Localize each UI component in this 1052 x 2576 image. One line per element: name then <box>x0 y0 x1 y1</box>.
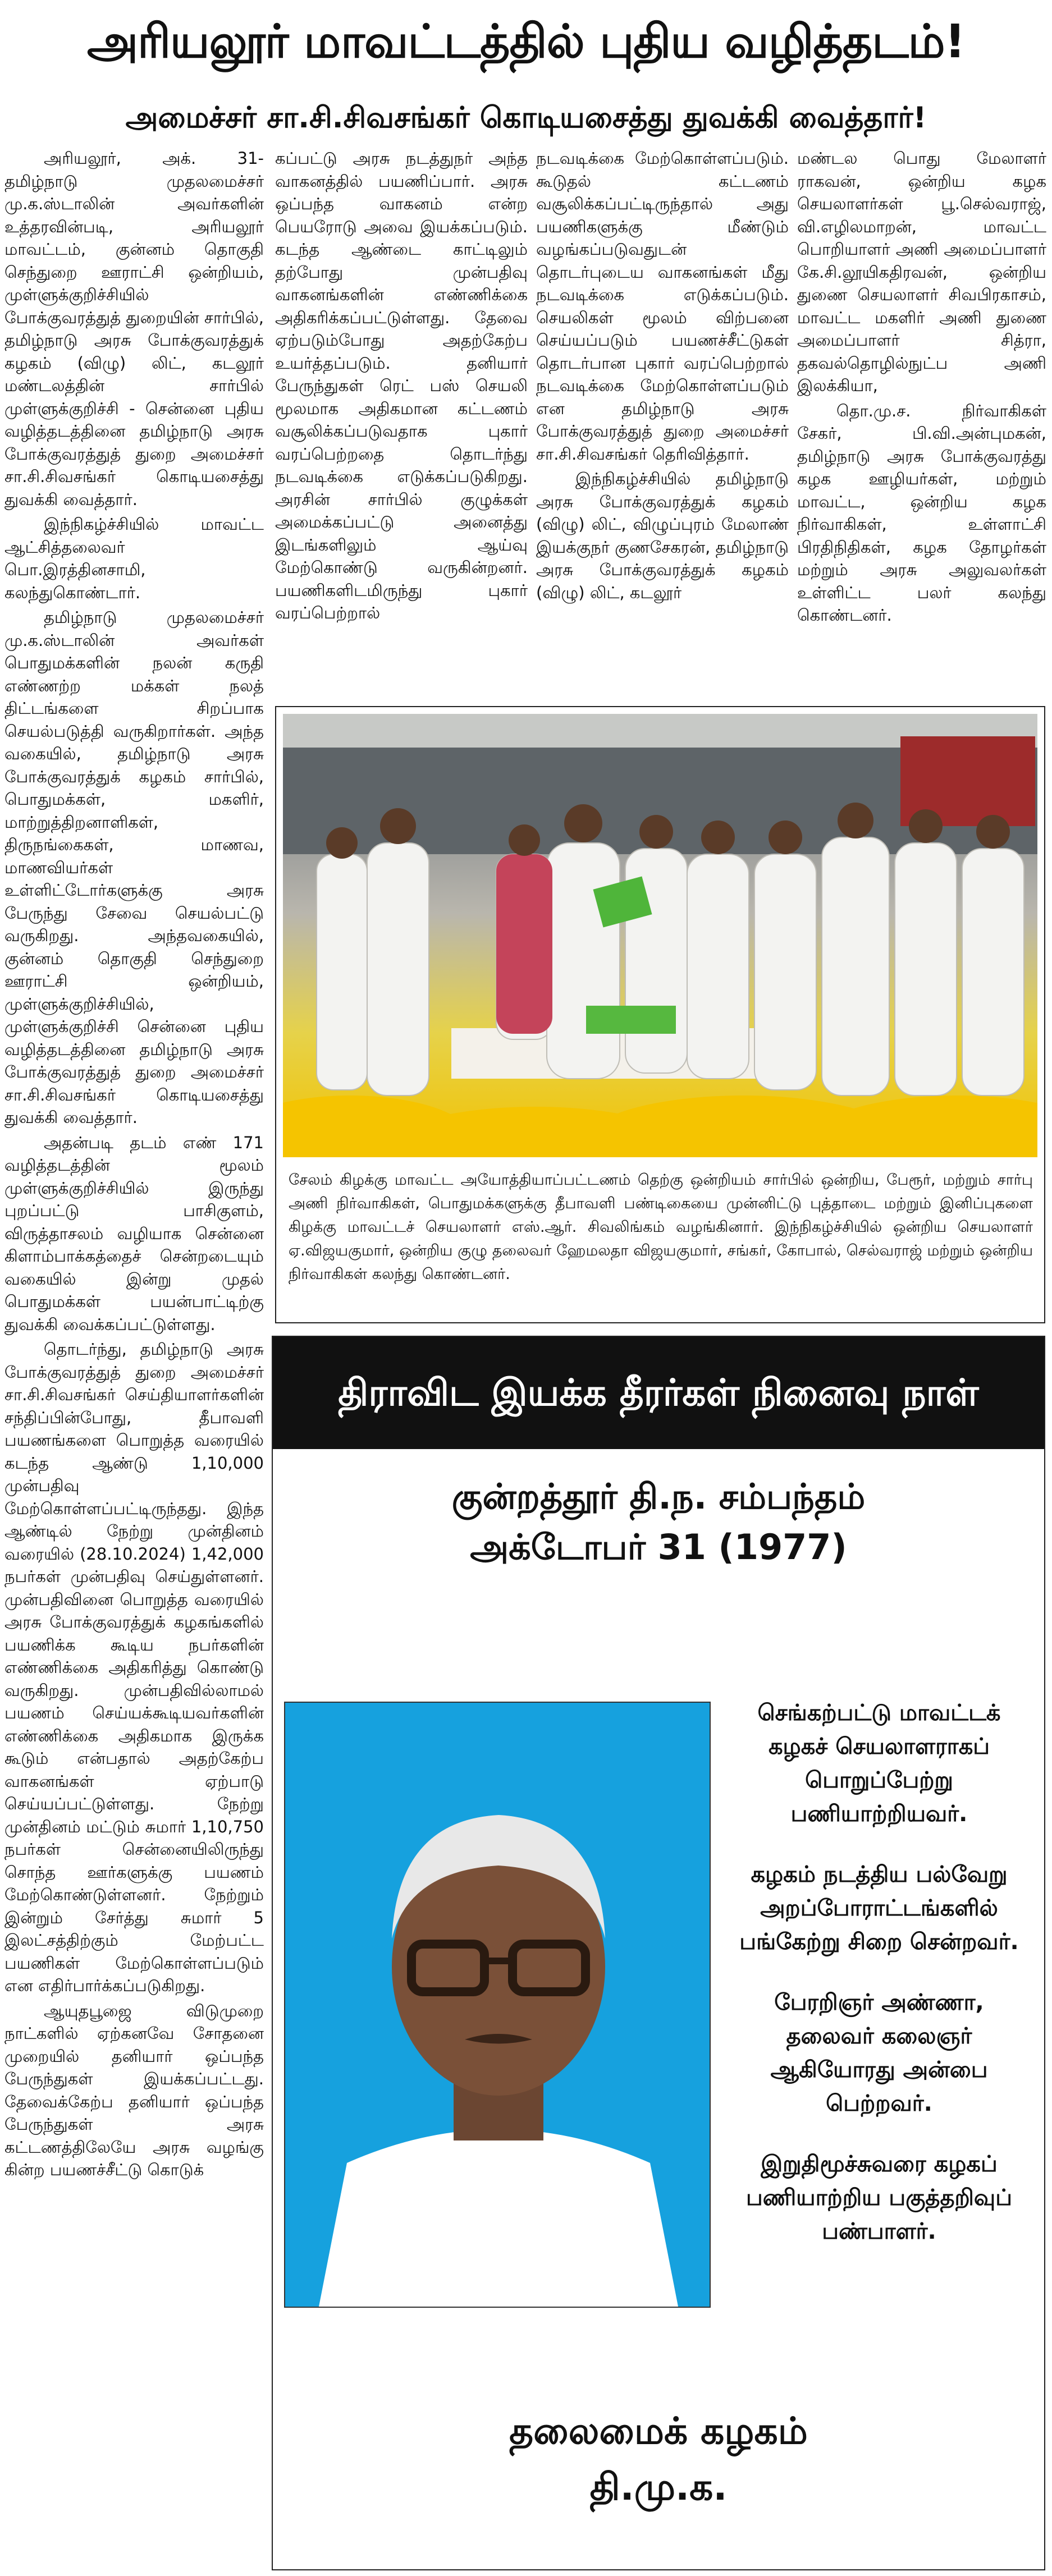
article-column-4 <box>797 147 1046 697</box>
memorial-fact: கழகம் நடத்திய பல்வேறு அறப்போராட்டங்களில் பங்கேற்று சிறை சென்றவர். <box>739 1862 1019 1955</box>
photo-caption: சேலம் கிழக்கு மாவட்ட அயோத்தியாப்பட்டணம் தெற்கு ஒன்றியம் சார்பில் ஒன்றிய, பேரூர், மற்றும் சார்பு அணி நிர்வாகிகள், பொதுமக்களுக்கு தீபாவளி பண்டிகையை முன்னிட்டு புத்தாடை மற்றும் இனிப்புகளை கிழக்கு மாவட்டச் செயலாளர் எஸ்.ஆர். சிவலிங்கம் வழங்கினார். இந்நிகழ்ச்சியில் ஒன்றிய செயலாளர் ஏ.விஜயகுமார், ஒன்றிய குழு தலைவர் ஹேமலதா விஜயகுமார், சங்கர், கோபால், செல்வராஜ் மற்றும் ஒன்றிய நிர்வாகிகள் கலந்து கொண்டனர். <box>289 1171 1033 1283</box>
memorial-footer-party: தி.மு.க. <box>589 2465 728 2509</box>
article-paragraph: தொடர்ந்து, தமிழ்நாடு அரசு போக்குவரத்துத் துறை அமைச்சர் சா.சி.சிவசங்கர் செய்தியாளர்களின் சந்திப்பின்போது, தீபாவளி பயணங்களை பொறுத்த வரையில் கடந்த ஆண்டு 1,10,000 முன்பதிவு மேற்கொள்ளப்பட்டிருந்தது. இந்த ஆண்டில் நேற்று முன்தினம் வரையில் (28.10.2024) 1,42,000 நபர்கள் முன்பதிவு செய்துள்ளனர். முன்பதிவினை பொறுத்த வரையில் அரசு போக்குவரத்துக் கழகங்களில் பயணிக்க கூடிய நபர்களின் எண்ணிக்கை அதிகரித்து கொண்டு வருகிறது. முன்பதிவில்லாமல் பயணம் செய்யக்கூடியவர்களின் எண்ணிக்கை அதிகமாக இருக்க கூடும் என்பதால் அதற்கேற்ப வாகனங்கள் ஏற்பாடு செய்யப்பட்டுள்ளது. நேற்று முன்தினம் மட்டும் சுமார் 1,10,750 நபர்கள் சென்னையிலிருந்து சொந்த ஊர்களுக்கு பயணம் மேற்கொண்டுள்ளனர். நேற்றும் இன்றும் சேர்த்து சுமார் 5 இலட்சத்திற்கும் மேற்பட்ட பயணிகள் மேற்கொள்ளப்படும் என எதிர்பார்க்கப்படுகிறது. <box>4 1340 264 1995</box>
memorial-person-name: குன்றத்தூர் தி.ந. சம்பந்தம் <box>451 1476 866 1517</box>
memorial-fact: பேரறிஞர் அண்ணா, தலைவர் கலைஞர் ஆகியோரது அன்பை பெற்றவர். <box>770 1990 988 2116</box>
article-paragraph: அரியலூர், அக். 31- தமிழ்நாடு முதலமைச்சர் மு.க.ஸ்டாலின் அவர்களின் உத்தரவின்படி, அரியலூர் மாவட்டம், குன்னம் தொகுதி செந்துறை ஊராட்சி ஒன்றியம், முள்ளுக்குறிச்சியில் போக்குவரத்துத் துறையின் சார்பில், தமிழ்நாடு அரசு போக்குவரத்துக் கழகம் (விழு) லிட், கடலூர் மண்டலத்தின் சார்பில் முள்ளுக்குறிச்சி - சென்னை புதிய வழித்தடத்தினை தமிழ்நாடு அரசு போக்குவரத்துத் துறை அமைச்சர் சா.சி.சிவசங்கர் கொடியசைத்து துவக்கி வைத்தார். <box>4 149 264 509</box>
memorial-date: அக்டோபர் 31 (1977) <box>470 1527 847 1567</box>
article-paragraph: இந்நிகழ்ச்சியில் மாவட்ட ஆட்சித்தலைவர் பொ.இரத்தினசாமி, கலந்துகொண்டார். <box>4 515 264 602</box>
article-column-1 <box>4 147 264 2572</box>
memorial-portrait <box>284 1702 711 2308</box>
memorial-footer <box>273 2403 1044 2515</box>
article-column-3 <box>536 147 789 697</box>
article-paragraph: தொ.மு.ச. நிர்வாகிகள் சேகர், பி.வி.அன்புமகன், தமிழ்நாடு அரசு போக்குவரத்து கழக ஊழியர்கள், மற்றும் மாவட்ட, ஒன்றிய கழக நிர்வாகிகள், உள்ளாட்சி பிரதிநிதிகள், கழக தோழர்கள் மற்றும் அரசு அலுவலர்கள் உள்ளிட்ட பலர் கலந்து கொண்டனர். <box>797 401 1046 625</box>
headline: அரியலூர் மாவட்டத்தில் புதிய வழித்தடம்! <box>87 15 965 68</box>
memorial-notice <box>272 1336 1045 2570</box>
memorial-facts <box>728 1696 1031 2275</box>
event-photo-box <box>275 706 1045 1323</box>
article-paragraph: கப்பட்டு அரசு நடத்துநர் அந்த வாகனத்தில் பயணிப்பார். அரசு ஒப்பந்த வாகனம் என்ற பெயரோடு அவை இயக்கப்படும். கடந்த ஆண்டை காட்டிலும் தற்போது முன்பதிவு வாகனங்களின் எண்ணிக்கை அதிகரிக்கப்பட்டுள்ளது. தேவை ஏற்படும்போது அதற்கேற்ப உயர்த்தப்படும். தனியார் பேருந்துகள் ரெட் பஸ் செயலி மூலமாக அதிகமான கட்டணம் வசூலிக்கப்படுவதாக புகார் வரப்பெற்றதை தொடர்ந்து நடவடிக்கை எடுக்கப்படுகிறது. அரசின் சார்பில் குழுக்கள் அமைக்கப்பட்டு அனைத்து இடங்களிலும் ஆய்வு மேற்கொண்டு வருகின்றனர். பயணிகளிடமிருந்து புகார் வரப்பெற்றால் <box>275 149 528 622</box>
article-column-2 <box>275 147 528 697</box>
portrait-illustration <box>285 1703 710 2307</box>
subheadline: அமைச்சர் சா.சி.சிவசங்கர் கொடியசைத்து துவக்கி வைத்தார்! <box>125 101 927 135</box>
memorial-fact: செங்கற்பட்டு மாவட்டக் கழகச் செயலாளராகப் பொறுப்பேற்று பணியாற்றியவர். <box>757 1700 1001 1827</box>
memorial-footer-org: தலைமைக் கழகம் <box>509 2409 808 2453</box>
article-paragraph: தமிழ்நாடு முதலமைச்சர் மு.க.ஸ்டாலின் அவர்கள் பொதுமக்களின் நலன் கருதி எண்ணற்ற மக்கள் நலத் திட்டங்களை சிறப்பாக செயல்படுத்தி வருகிறார்கள். அந்த வகையில், தமிழ்நாடு அரசு போக்குவரத்துக் கழகம் சார்பில், பொதுமக்கள், மகளிர், மாற்றுத்திறனாளிகள், திருநங்கைகள், மாணவ, மாணவியர்கள் உள்ளிட்டோர்களுக்கு அரசு பேருந்து சேவை செயல்பட்டு வருகிறது. அந்தவகையில், குன்னம் தொகுதி செந்துறை ஊராட்சி ஒன்றியம், முள்ளுக்குறிச்சியில், முள்ளுக்குறிச்சி சென்னை புதிய வழித்தடத்தினை தமிழ்நாடு அரசு போக்குவரத்துத் துறை அமைச்சர் சா.சி.சிவசங்கர் கொடியசைத்து துவக்கி வைத்தார். <box>4 608 264 1127</box>
event-photo <box>283 714 1037 1157</box>
event-photo-illustration <box>283 714 1037 1157</box>
memorial-banner: திராவிட இயக்க தீரர்கள் நினைவு நாள் <box>273 1337 1044 1449</box>
article-paragraph: இந்நிகழ்ச்சியில் தமிழ்நாடு அரசு போக்குவரத்துக் கழகம் (விழு) லிட், விழுப்புரம் மேலாண் இயக்குநர் குணசேகரன், தமிழ்நாடு அரசு போக்குவரத்துக் கழகம் (விழு) லிட், கடலூர் <box>536 469 789 602</box>
article-paragraph: நடவடிக்கை மேற்கொள்ளப்படும். கூடுதல் கட்டணம் வசூலிக்கப்பட்டிருந்தால் அது பயணிகளுக்கு மீண்டும் வழங்கப்படுவதுடன் தொடர்புடைய வாகனங்கள் மீது நடவடிக்கை எடுக்கப்படும். செயலிகள் மூலம் விற்பனை செய்யப்படும் பயணச்சீட்டுகள் தொடர்பான புகார் வரப்பெற்றால் நடவடிக்கை மேற்கொள்ளப்படும் என தமிழ்நாடு அரசு போக்குவரத்துத் துறை அமைச்சர் சா.சி.சிவசங்கர் தெரிவித்தார். <box>536 149 789 464</box>
memorial-fact: இறுதிமூச்சுவரை கழகப் பணியாற்றிய பகுத்தறிவுப் பண்பாளர். <box>746 2151 1012 2244</box>
article-paragraph: மண்டல பொது மேலாளர் ராகவன், ஒன்றிய கழக செயலாளர்கள் பூ.செல்வராஜ், வி.எழிலமாறன், மாவட்ட பொறியாளர் அணி அமைப்பாளர் கே.சி.லூயிகதிரவன், ஒன்றிய துணை செயலாளர் சிவபிரகாசம், மாவட்ட மகளிர் அணி துணை அமைப்பாளர் சித்ரா, தகவல்தொழில்நுட்ப அணி இலக்கியா, <box>797 149 1046 395</box>
article-paragraph: அதன்படி தடம் எண் 171 வழித்தடத்தின் மூலம் முள்ளுக்குறிச்சியில் இருந்து புறப்பட்டு பாசிகுளம், விருத்தாசலம் வழியாக சென்னை கிளாம்பாக்கத்தைச் சென்றடையும் வகையில் இன்று முதல் பொதுமக்கள் பயன்பாட்டிற்கு துவக்கி வைக்கப்பட்டுள்ளது. <box>4 1133 264 1334</box>
article-paragraph: ஆயுதபூஜை விடுமுறை நாட்களில் ஏற்கனவே சோதனை முறையில் தனியார் ஒப்பந்த பேருந்துகள் இயக்கப்பட்டது. தேவைக்கேற்ப தனியார் ஒப்பந்த பேருந்துகள் அரசு கட்டணத்திலேயே அரசு வழங்கு கின்ற பயணச்சீட்டு கொடுக் <box>4 2001 264 2179</box>
